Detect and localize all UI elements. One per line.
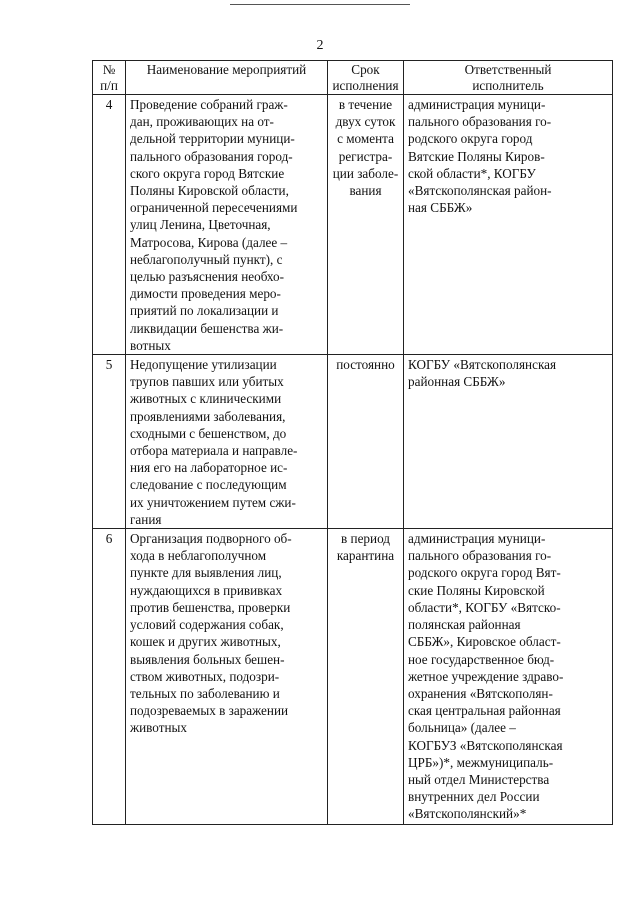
header-responsible: Ответственный исполнитель: [404, 61, 613, 95]
table-row: [93, 529, 613, 825]
measure-term: постоянно: [328, 355, 404, 529]
measure-name: Недопущение утилизации трупов павших или убитых животных с клиническими проявлениями заболевания, сходными с бешенством, до отбора материала и направле- ния его на лабораторное ис- следование с последующим их уничтожением путем сжи- гания: [126, 355, 328, 529]
measure-name: Проведение собраний граж- дан, проживающих на от- дельной территории муници- пального образования город- ского округа город Вятские Поляны Кировской области, ограниченной пересечениями улиц Ленина, Цветочная, Матросова, Кирова (далее – неблагополучный пункт), с целью разъяснения необхо- димости проведения меро- приятий по локализации и ликвидации бешенства жи- вотных: [126, 95, 328, 355]
table-row: [93, 95, 613, 355]
measure-term: в течение двух суток с момента регистра- ции заболе- вания: [328, 95, 404, 355]
header-term: Срок исполнения: [328, 61, 404, 95]
row-number: 5: [93, 355, 126, 529]
table-header-row: [93, 61, 613, 95]
page-number: 2: [316, 38, 324, 53]
header-number: № п/п: [93, 61, 126, 95]
table-row: [93, 355, 613, 529]
measure-responsible: администрация муници- пального образования го- родского округа город Вят- ские Поляны Кировской области*, КОГБУ «Вятско- полянская районная СББЖ», Кировское област- ное государственное бюд- жетное учреждение здраво- охранения «Вятскополян- ская центральная районная больница» (далее – КОГБУЗ «Вятскополянская ЦРБ»)*, межмуниципаль- ный отдел Министерства внутренних дел России «Вятскополянский»*: [404, 529, 613, 825]
measure-responsible: администрация муници- пального образования го- родского округа город Вятские Поляны Киров- ской области*, КОГБУ «Вятскополянская район- ная СББЖ»: [404, 95, 613, 355]
measure-term: в период карантина: [328, 529, 404, 825]
row-number: 6: [93, 529, 126, 825]
header-measure-name: Наименование мероприятий: [126, 61, 328, 95]
measures-table: [92, 60, 613, 825]
measure-name: Организация подворного об- хода в неблагополучном пункте для выявления лиц, нуждающихся в прививках против бешенства, проверки условий содержания собак, кошек и других животных, выявления больных бешен- ством животных, подозри- тельных по заболеванию и подозреваемых в заражении животных: [126, 529, 328, 825]
measure-responsible: КОГБУ «Вятскополянская районная СББЖ»: [404, 355, 613, 529]
top-rule: [230, 4, 410, 5]
row-number: 4: [93, 95, 126, 355]
